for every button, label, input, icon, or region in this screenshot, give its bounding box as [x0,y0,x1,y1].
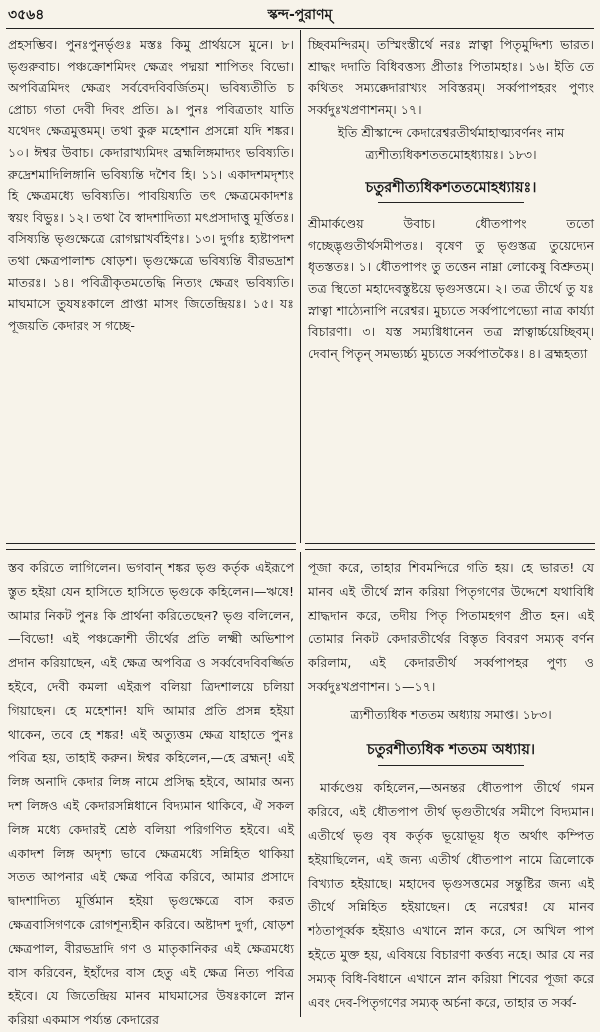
upper-left-column [8,34,294,539]
bengali-colophon: ত্র্যশীত্যধিক শততম অধ্যায় সমাপ্ত। ১৮৩। [350,706,552,722]
bengali-translation: স্তব করিতে লাগিলেন। ভগবান্ শঙ্কর ভৃগু কর্তৃক এইরূপে স্তুত হইয়া যেন হাসিতে হাসিতে ভৃগুকে কহিলেন।—ঋষে! আমার নিকট পুনঃ কি প্রার্থনা করিতেছেন? ভৃগু বলিলেন,—বিভো! এই পঞ্চক্রোশী তীর্থের প্রতি লক্ষ্মী অভিশাপ প্রদান করিয়াছেন, এই ক্ষেত্র অপবিত্র ও সর্ব্ববেদবিবর্জ্জিত হইবে, দেবী কমলা এইরূপ বলিয়া ত্রিদশালয়ে চলিয়া গিয়াছেন। হে মহেশান! যদি আমার প্রতি প্রসন্ন হইয়া থাকেন, তবে হে শঙ্কর! এই অত্যুত্তম ক্ষেত্র যাহাতে পুনঃ পবিত্র হয়, তাহাই করুন। ঈশ্বর কহিলেন,—হে ব্রহ্মন্! এই লিঙ্গ অনাদি কেদার লিঙ্গ নামে প্রসিদ্ধ হইবে, আমার অন্য দশ লিঙ্গও এই কেদারসন্নিধানে বিদ্যমান থাকিবে, ঐ সকল লিঙ্গ মধ্যে কেদারই শ্রেষ্ঠ বলিয়া পরিগণিত হইবে। এই একাদশ লিঙ্গ অদৃশ্য ভাবে ক্ষেত্রমধ্যে সন্নিহিত থাকিয়া সতত আপনার এই ক্ষেত্র পবিত্র করিবে, আমার প্রসাদে দ্বাদশাদিত্য মূর্ত্তিমান হইয়া ভৃগুক্ষেত্রে বাস করত ক্ষেত্রবাসিগণকে রোগশূন্যহীন করিবে। অষ্টাদশ দুর্গা, ষোড়শ ক্ষেত্রপাল, বীরভদ্রাদি গণ ও মাতৃকানিকর এই ক্ষেত্রমধ্যে বাস করিবেন, ইহাঁদের বাস হেতু এই ক্ষেত্র নিত্য পবিত্র হইবে। যে জিতেন্দ্রিয় মানব মাঘমাসের উষঃকালে স্নান করিয়া একমাস পর্য্যন্ত কেদারের [8,560,294,1028]
sanskrit-verses: প্রহসম্ভিব। পুনঃপুনর্ভৃগুঃ মস্তঃ কিমু প্রার্থয়সে মুনে। ৮। ভৃগুরুবাচ। পঞ্চক্রোশমিদং ক্ষেত্রং পদ্ময়া শাপিতং বিভো। অপবিত্রমিদং ক্ষেত্রং সর্ববেদবিবর্জিতম্। ভবিষ্যতীতি চ প্রোচ্য গতা দেবী দিবং প্রতি। ৯। পুনঃ পবিত্রতাং যাতি যথেদং ক্ষেত্রমুত্তমম্। তথা কুরু মহেশান প্রসন্নো যদি শঙ্কর। ১০। ঈশ্বর উবাচ। কেদারাখ্যমিদং ব্রহ্মলিঙ্গমাদ্যং ভবিষ্যতি। রুদ্রেশমাদিলিঙ্গানি ভবিষ্যন্তি দশৈব হি। ১১। একাদশমদৃশ্যং হি ক্ষেত্রমধ্যে ভবিষ্যতি। পাবয়িষ্যতি তৎ ক্ষেত্রমেকাদশঃ স্বয়ং বিভুঃ। ১২। তথা বৈ স্বাদশাদিত্যা মৎপ্রসাদাত্তু মূর্ত্তিতঃ। বসিষ্যন্তি ভৃগুক্ষেত্রে রোগঘ্নাখর্বহিণঃ। ১৩। দুর্গাঃ হ্যষ্টাপদশ তথা ক্ষেত্রপালাশ্চ ষোড়শ। ভৃগুক্ষেত্রে ভবিষ্যন্তি বীরভদ্রাশ মাতরঃ। ১৪। পবিত্রীকৃতমতেদ্ধি নিত্যং ক্ষেত্রং ভবিষ্যতি। মাঘমাসে তু্যষঃকালে প্রাপ্তা মাসং জিতেন্দ্রিয়ঃ। ১৫। যঃ পূজয়তি কেদারং স গচ্ছে- [8,37,294,333]
sanskrit-colophon: ইতি শ্রীস্কান্দে কেদারেশ্বরতীর্থমাহাত্ম্যবর্ণনং নাম ত্র্যশীত্যধিকশততমোহধ্যায়ঃ। ১৮৩। [337,125,565,162]
bengali-chapter-title: চতুরশীত্যধিক শততম অধ্যায়। [366,741,536,758]
page-number: ৩৫৬৪ [8,7,45,23]
upper-right-section-rule [305,543,595,544]
lower-right-section-rule [305,549,595,550]
lower-left-column [8,556,294,1028]
lower-right-column [308,556,594,1018]
upper-column-divider [300,30,301,543]
upper-left-section-rule [6,543,296,544]
chapter-title-underline [378,202,524,203]
header-rule [6,28,594,29]
sanskrit-verses-continued: চ্ছিবমন্দিরম্। তস্মিংস্তীর্থে নরঃ স্নাত্বা পিতৃমুদ্দিশ্য ভারত। শ্রাদ্ধং দদাতি বিধিবত্তস্য প্রীতাঃ পিতামহাঃ। ১৬। ইতি তে কথিতং সম্যক্কেদারাখ্যং সবিস্তরম্। সর্ব্বপাপহরং পুণ্যং সর্ব্বদুঃখপ্রণাশনম্। ১৭। [308,37,594,117]
page-header [6,0,594,26]
upper-right-column [308,34,594,539]
sanskrit-chapter-heading [308,178,594,204]
chapter-title-underline [378,765,524,766]
lower-left-section-rule [6,549,296,550]
bengali-chapter-heading [308,739,594,767]
running-title: স্কন্দ-পুরাণম্ [267,7,333,23]
bengali-translation-continued: পূজা করে, তাহার শিবমন্দিরে গতি হয়। হে ভারত! যে মানব এই তীর্থে স্নান করিয়া পিতৃগণের উদ্দেশে যথাবিধি শ্রাদ্ধদান করে, তদীয় পিতৃ পিতামহগণ প্রীত হন। এই তোমার নিকট কেদারতীর্থের বিস্তৃত বিবরণ সম্যক্ বর্ণন করিলাম, এই কেদারতীর্থ সর্ব্বপাপহর পুণ্য ও সর্ব্বদুঃখপ্রণাশন। ১—১৭। [308,560,594,694]
sanskrit-chapter-title: চতুরশীত্যধিকশততমোহধ্যায়ঃ। [365,179,537,196]
bengali-chapter-body: মার্কণ্ডেয় কহিলেন,—অনন্তর ধৌতপাপ তীর্থে গমন করিবে, এই ধৌতপাপ তীর্থ ভৃগুতীর্থের সমীপে বিদ্যমান। এতীর্থে ভৃগু বৃষ কর্তৃক ভূয়োভূয় ধৃত অর্থাৎ কম্পিত হইয়াছিলেন, এই জন্য এতীর্থ ধৌতপাপ নামে ত্রিলোকে বিখ্যাত হইয়াছে। মহাদেব ভৃগুসত্তমের সন্তুষ্টির জন্য এই তীর্থে সন্নিহিত হইয়াছেন। হে নরেশ্বর! যে মানব শঠতাপূর্ব্বক হইয়াও এখানে স্নান করে, সে অখিল পাপ হইতে মুক্ত হয়, এবিষয়ে বিচারণা কর্ত্তব্য নহে। আর যে নর সম্যক্ বিধি-বিধানে এখানে স্নান করিয়া শিবের পূজা করে এবং দেব-পিতৃগণের সম্যক্ অর্চনা করে, তাহার ত সর্ব্ব- [308,780,594,1010]
lower-column-divider [300,552,301,1017]
sanskrit-chapter-body: শ্রীমার্কণ্ডেয় উবাচ। ধৌতপাপং ততো গচ্ছেদ্ভৃগুতীর্থসমীপতঃ। বৃষেণ তু ভৃগুস্তত্র তুয়েদ্যেন ধৃতস্ততঃ। ১। ধৌতপাপং তু তত্তেন নাম্না লোকেষু বিশ্রুতম্। তত্র স্থিতো মহাদেবস্তুষ্টয়ে ভৃগুসত্তমে। ২। তত্র তীর্থে তু যঃ স্নাত্বা শাঠ্যেনাপি নরেশ্বর। মুচ্যতে সর্ব্বপাপেভ্যো নাত্র কার্য্যা বিচারণা। ৩। যস্ত সম্যগ্বিধানেন তত্র স্নাত্বার্চ্চয়েচ্ছিবম্। দেবান্ পিতৄন্ সমভ্যর্চ্চ্য মুচ্যতে সর্ব্বপাতকৈঃ। ৪। ব্রহ্মহত্যা [308,216,594,361]
